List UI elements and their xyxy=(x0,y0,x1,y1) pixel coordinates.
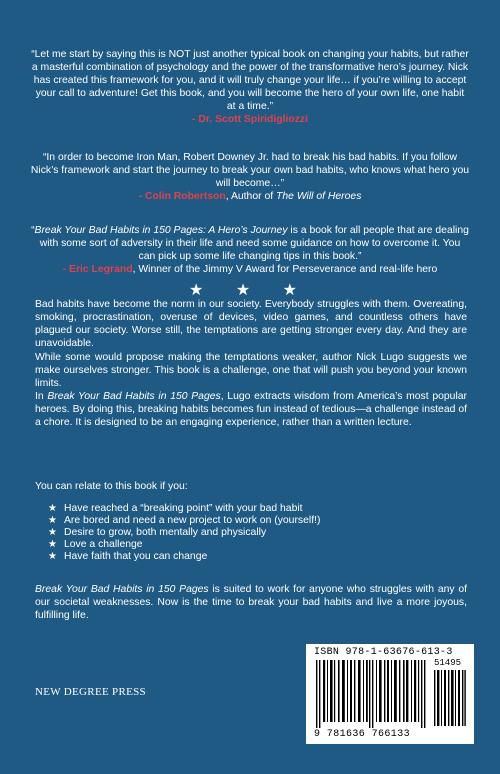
list-item xyxy=(48,503,468,515)
barcode-addon-number: 51495 xyxy=(434,658,462,668)
relate-list xyxy=(48,503,468,563)
list-item-text: Have reached a “breaking point” with your bad habit xyxy=(64,503,303,514)
quote-text: is a book for all people that are dealing with some sort of adversity in their life and need some guidance on how to overcome it. You can pick up some life changing tips in this book.” xyxy=(39,225,469,262)
list-item xyxy=(48,515,468,527)
paragraph-text: , Lugo extracts wisdom from America’s most popular heroes. By doing this, breaking habits becomes fun instead of tedious—a challenge instead of a chore. It is designed to be an engaging experience, rather than a written lecture. xyxy=(35,391,468,428)
quote-text: “Let me start by saying this is NOT just another typical book on changing your habits, but rather a masterful combination of psychology and the power of the transformative hero’s journey. Nick has created this framework for you, and it will truly change your life… if you’re willing to accept your call to adventure! Get this book, and you will become the hero of your own life, one habit at a time.” xyxy=(31,49,469,112)
isbn-number: ISBN 978-1-63676-613-3 xyxy=(314,647,453,658)
quote-robertson xyxy=(30,151,470,203)
isbn-barcode xyxy=(306,644,474,744)
list-item xyxy=(48,539,468,551)
quote-book-title: Break Your Bad Habits in 150 Pages: A Hero’s Journey xyxy=(34,225,288,236)
paragraph-relate-intro: You can relate to this book if you: xyxy=(35,481,188,492)
list-item xyxy=(48,527,468,539)
quote-legrand: “Break Your Bad Habits in 150 Pages: A Hero’s Journey is a book for all people that are dealing with some sort of adversity in their life and need some guidance on how to overcome it. You can pick up some life changing tips in this book.” - Eric Legrand, Winner of the Jimmy V Award for Perseverance and real-life hero xyxy=(31,225,469,275)
quote-attribution-book-title: The Will of Heroes xyxy=(276,191,362,202)
ean-number: 9 781636 766133 xyxy=(314,729,411,740)
list-item xyxy=(48,551,468,563)
quote-attribution: - Eric Legrand xyxy=(62,264,133,275)
paragraph-bad-habits: Bad habits have become the norm in our society. Everybody struggles with them. Overeating, smoking, procrastination, overuse of devices, video games, and countless others have plagued our society. Worse still, the temptations are getting stronger every day. And they are unavoidable. xyxy=(35,299,467,349)
list-item-text: Are bored and need a new project to work on (yourself!) xyxy=(64,515,321,526)
paragraph-book-title: Break Your Bad Habits in 150 Pages xyxy=(35,584,209,595)
quote-attribution: - Colin Robertson xyxy=(138,191,226,202)
quote-spiridigliozzi xyxy=(30,48,470,126)
paragraph-text: is suited to work for anyone who struggles with any of our societal weaknesses. Now is the time to break your bad habits and live a more joyous, fulfilling life. xyxy=(35,584,467,621)
barcode-bars-ean xyxy=(314,660,428,728)
quote-attribution-detail: , Author of xyxy=(225,191,277,202)
paragraph-lead-in: In xyxy=(35,391,48,402)
barcode-bars-addon xyxy=(434,670,466,726)
star-divider: ★ ★ ★ xyxy=(189,282,311,299)
list-item-text: Desire to grow, both mentally and physically xyxy=(64,527,267,538)
star-icon: ★ xyxy=(48,527,57,538)
paragraph-make-ourselves-stronger: While some would propose making the temptations weaker, author Nick Lugo suggests we make ourselves stronger. This book is a challenge, one that will push you beyond your known limits. xyxy=(35,352,467,389)
list-item-text: Love a challenge xyxy=(64,539,143,550)
publisher-name: NEW DEGREE PRESS xyxy=(35,686,146,698)
star-icon: ★ xyxy=(48,551,57,562)
paragraph-book-title: Break Your Bad Habits in 150 Pages xyxy=(47,391,221,402)
star-icon: ★ xyxy=(48,515,57,526)
quote-attribution-detail: , Winner of the Jimmy V Award for Perseverance and real-life hero xyxy=(132,264,438,275)
quote-text: “In order to become Iron Man, Robert Downey Jr. had to break his bad habits. If you follow Nick’s framework and start the journey to break your own bad habits, who knows what hero you will become…” xyxy=(30,152,470,189)
list-item-text: Have faith that you can change xyxy=(64,551,208,562)
star-icon: ★ xyxy=(48,539,57,550)
star-icon: ★ xyxy=(48,503,57,514)
quote-attribution: - Dr. Scott Spiridigliozzi xyxy=(191,114,309,125)
paragraph-heroes-wisdom xyxy=(35,390,467,429)
paragraph-closing xyxy=(35,583,467,622)
